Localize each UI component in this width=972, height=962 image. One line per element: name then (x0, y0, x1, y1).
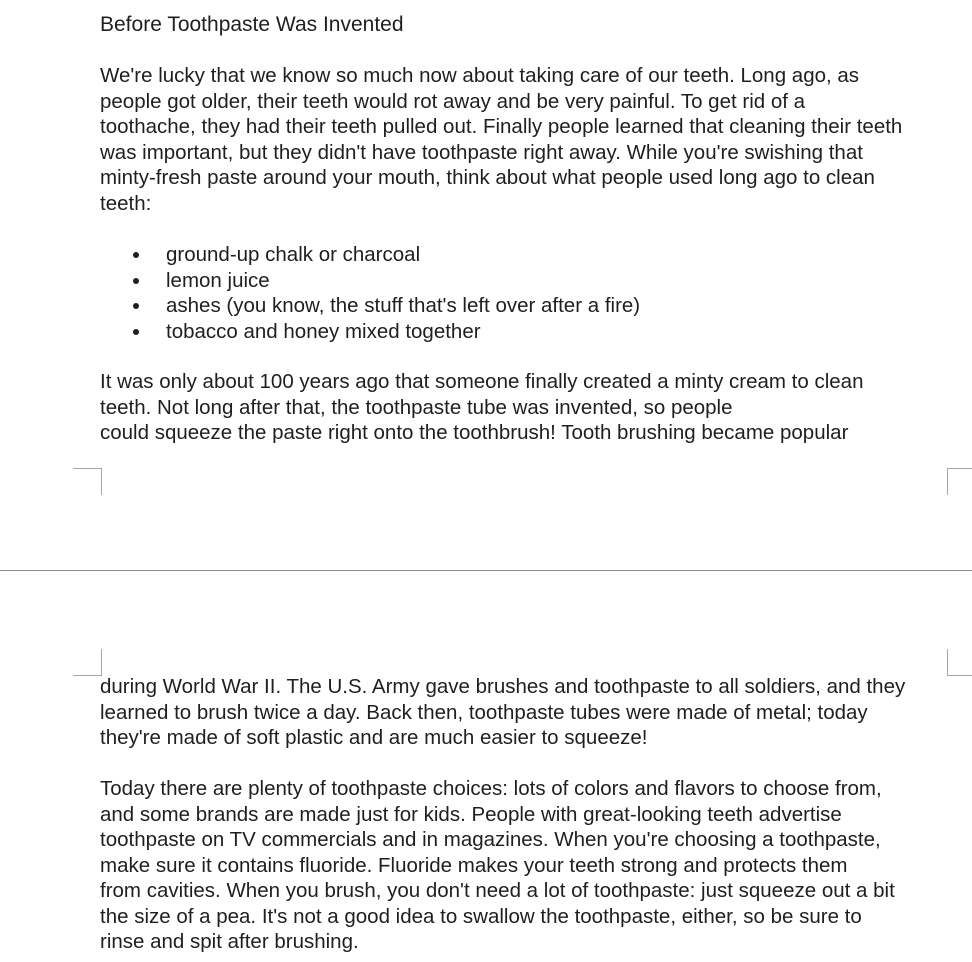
paragraph-today (100, 776, 895, 955)
bullet-icon (133, 303, 139, 309)
text-line: the size of a pea. It's not a good idea to swallow the toothpaste, either, so be sure to (100, 904, 862, 928)
text-line: Today there are plenty of toothpaste choices: lots of colors and flavors to choose from, (100, 777, 882, 800)
paragraph-world-war (100, 674, 905, 751)
text-line: make sure it contains fluoride. Fluoride makes your teeth strong and protects them (100, 853, 848, 877)
list-item (100, 293, 640, 319)
bullet-icon (133, 278, 139, 284)
list-item (100, 242, 640, 268)
text-line: minty-fresh paste around your mouth, think about what people used long ago to clean (100, 166, 875, 189)
text-line: It was only about 100 years ago that someone finally created a minty cream to clean (100, 370, 864, 393)
text-line: We're lucky that we know so much now about taking care of our teeth. Long ago, as (100, 64, 860, 87)
text-line: teeth: (100, 191, 152, 215)
bottom-right-margin-mark (947, 468, 972, 495)
text-line: toothpaste on TV commercials and in magazines. When you're choosing a toothpaste, (100, 828, 881, 851)
text-line: they're made of soft plastic and are much easier to squeeze! (100, 726, 648, 749)
list-item (100, 268, 640, 294)
text-line: during World War II. The U.S. Army gave brushes and toothpaste to all soldiers, and they (100, 675, 906, 698)
list-item-text: lemon juice (166, 268, 270, 292)
text-line: and some brands are made just for kids. People with great-looking teeth advertise (100, 802, 842, 826)
text-line: teeth. Not long after that, the toothpaste tube was invented, so people (100, 395, 733, 419)
text-line: people got older, their teeth would rot away and be very painful. To get rid of a (100, 89, 806, 113)
list-item-text: tobacco and honey mixed together (166, 319, 481, 343)
bottom-left-margin-mark (73, 468, 102, 495)
bullet-list (100, 242, 640, 344)
top-left-margin-mark (73, 649, 102, 676)
document-page-2 (0, 571, 972, 962)
text-line: could squeeze the paste right onto the toothbrush! Tooth brushing became popular (100, 421, 849, 444)
top-right-margin-mark (947, 649, 972, 676)
bullet-icon (133, 329, 139, 335)
document-title: Before Toothpaste Was Invented (100, 13, 404, 36)
list-item-text: ground-up chalk or charcoal (166, 243, 421, 266)
text-line: rinse and spit after brushing. (100, 930, 359, 953)
list-item-text: ashes (you know, the stuff that's left over after a fire) (166, 294, 641, 317)
list-item (100, 319, 640, 345)
paragraph-history (100, 369, 863, 446)
text-line: was important, but they didn't have toothpaste right away. While you're swishing that (100, 140, 863, 164)
text-line: from cavities. When you brush, you don't need a lot of toothpaste: just squeeze out a bit (100, 879, 895, 902)
paragraph-intro (100, 63, 902, 216)
text-line: toothache, they had their teeth pulled out. Finally people learned that cleaning their teeth (100, 115, 903, 138)
bullet-icon (133, 252, 139, 258)
text-line: learned to brush twice a day. Back then, toothpaste tubes were made of metal; today (100, 700, 868, 724)
